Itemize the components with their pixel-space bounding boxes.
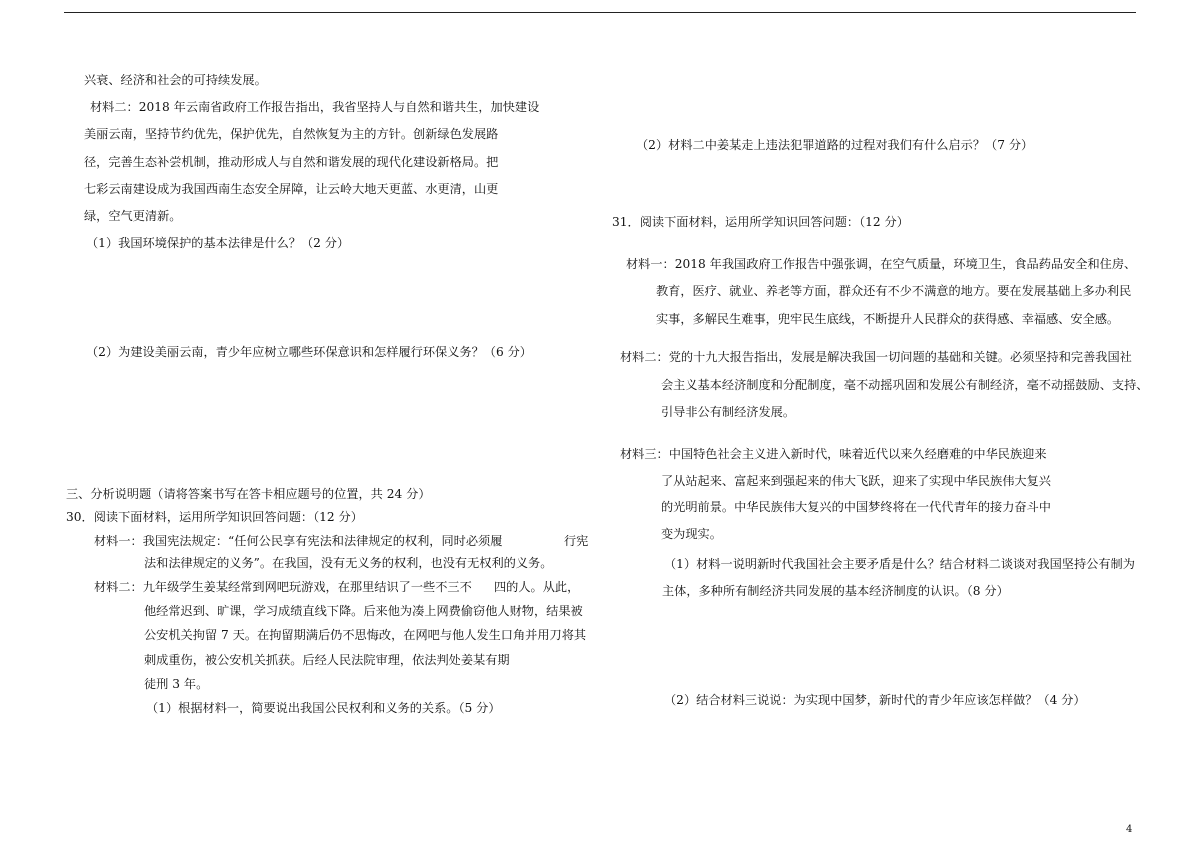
q30-question-1: （1）根据材料一，简要说出我国公民权利和义务的关系。（5 分）	[146, 701, 501, 715]
q30-material2-line-4: 刺成重伤，被公安机关抓获。后经人民法院审理，依法判处姜某有期	[144, 653, 510, 667]
q30-material2-line-1a: 材料二：九年级学生姜某经常到网吧玩游戏，在那里结识了一些不三不	[94, 580, 472, 594]
q31-question-1-line-1: （1）材料一说明新时代我国社会主要矛盾是什么？结合材料二谈谈对我国坚持公有制为	[664, 557, 1135, 571]
material2-line-3: 径，完善生态补尝机制，推动形成人与自然和谐发展的现代化建设新格局。把	[84, 155, 499, 169]
q30-material1-line-1-tail: 行宪	[564, 534, 589, 548]
q31-material3-line-1: 材料三：中国特色社会主义进入新时代，味着近代以来久经磨难的中华民族迎来	[620, 447, 1047, 461]
q31-material2-line-3: 引导非公有制经济发展。	[661, 405, 796, 419]
q31-question-2: （2）结合材料三说说：为实现中国梦，新时代的青少年应该怎样做？（4 分）	[664, 693, 1086, 707]
q30-material2-line-2: 他经常迟到、旷课，学习成绩直线下降。后来他为凑上网费偷窃他人财物，结果被	[144, 604, 583, 618]
material2-line-4: 七彩云南建设成为我国西南生态安全屏障，让云岭大地天更蓝、水更清，山更	[84, 182, 499, 196]
question-2: （2）为建设美丽云南，青少年应树立哪些环保意识和怎样履行环保义务？（6 分）	[86, 345, 532, 359]
question-1: （1）我国环境保护的基本法律是什么？（2 分）	[86, 236, 350, 250]
q30-material2-line-1b: 四的人。从此，	[494, 580, 580, 594]
q30-material2-line-5: 徒刑 3 年。	[144, 677, 209, 691]
q31-material1-line-2: 教育，医疗、就业、养老等方面，群众还有不少不满意的地方。要在发展基础上多办利民	[656, 284, 1132, 298]
question-30-heading: 30．阅读下面材料，运用所学知识回答问题：（12 分）	[66, 510, 363, 524]
q31-material1-line-1: 材料一：2018 年我国政府工作报告中强张调，在空气质量，环境卫生，食品药品安全和住房、	[626, 257, 1137, 271]
material2-line-2: 美丽云南，坚持节约优先，保护优先，自然恢复为主的方针。创新绿色发展路	[84, 127, 499, 141]
q31-material3-line-3: 的光明前景。中华民族伟大复兴的中国梦终将在一代代青年的接力奋斗中	[661, 500, 1051, 514]
material2-line-5: 绿，空气更清新。	[84, 209, 182, 223]
q30-material1-line-2: 法和法律规定的义务”。在我国，没有无义务的权利，也没有无权利的义务。	[144, 556, 553, 570]
q31-material1-line-3: 实事，多解民生难事，兜牢民生底线，不断提升人民群众的获得感、幸福感、安全感。	[656, 312, 1120, 326]
section-3-heading: 三、分析说明题（请将答案书写在答卡相应题号的位置，共 24 分）	[66, 487, 431, 501]
page-number: 4	[1126, 824, 1133, 835]
question-31-heading: 31．阅读下面材料，运用所学知识回答问题：（12 分）	[612, 215, 909, 229]
material2-line-1: 材料二：2018 年云南省政府工作报告指出，我省坚持人与自然和谐共生，加快建设	[90, 100, 540, 114]
q31-material2-line-1: 材料二：党的十九大报告指出，发展是解决我国一切问题的基础和关键。必须坚持和完善我国社	[620, 350, 1132, 364]
q31-question-1-line-2: 主体，多种所有制经济共同发展的基本经济制度的认识。（8 分）	[662, 584, 1009, 598]
q30-material1-line-1: 材料一：我国宪法规定：“任何公民享有宪法和法律规定的权利，同时必须履	[94, 534, 503, 548]
q31-material3-line-4: 变为现实。	[661, 527, 722, 541]
q30-material2-line-3: 公安机关拘留 7 天。在拘留期满后仍不思悔改，在网吧与他人发生口角并用刀将其	[144, 628, 587, 642]
q30-question-2: （2）材料二中姜某走上违法犯罪道路的过程对我们有什么启示？（7 分）	[636, 138, 1034, 152]
q31-material3-line-2: 了从站起来、富起来到强起来的伟大飞跃，迎来了实现中华民族伟大复兴	[661, 474, 1051, 488]
intro-line: 兴衰、经济和社会的可持续发展。	[84, 73, 267, 87]
q31-material2-line-2: 会主义基本经济制度和分配制度，毫不动摇巩固和发展公有制经济，毫不动摇鼓励、支持、	[661, 378, 1149, 392]
header-rule	[64, 12, 1136, 13]
